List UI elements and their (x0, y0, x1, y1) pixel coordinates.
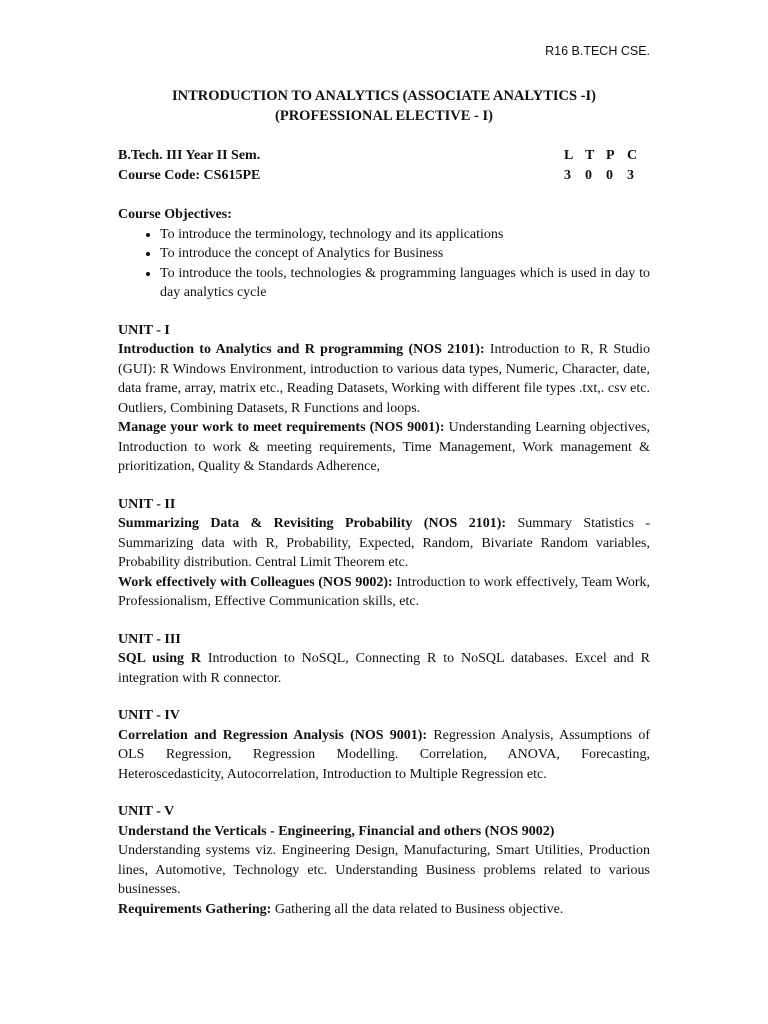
syllabus-content (118, 146, 650, 919)
objective-item: • To introduce the tools, technologies & programming languages which is used in day to day analytics cycle (160, 264, 650, 303)
unit-heading: UNIT - IV (118, 708, 180, 723)
topic-title: Manage your work to meet requirements (NOS 9001): (118, 420, 445, 435)
course-meta-row-1 (118, 146, 650, 166)
unit-paragraph (118, 726, 650, 785)
ltpc-label: C (627, 148, 638, 163)
unit-paragraph (118, 340, 650, 418)
topic-description: Introduction to NoSQL, Connecting R to NoSQL databases. Excel and R integration with R connector. (118, 651, 651, 686)
ltpc-label: P (606, 148, 615, 163)
unit-paragraph (118, 900, 650, 920)
topic-description: Regression Analysis, Assumptions of OLS Regression, Regression Modelling. Correlation, ANOVA, Forecasting, Heteroscedasticity, Autocorrelation, Introduction to Multiple Regression etc. (118, 727, 650, 782)
ltpc-value: 0 (606, 167, 613, 183)
unit-section (118, 706, 650, 784)
course-year: B.Tech. III Year II Sem. (118, 148, 261, 163)
topic-title: Work effectively with Colleagues (NOS 9002): (118, 574, 393, 590)
unit-heading: UNIT - II (118, 496, 176, 512)
objective-item: • To introduce the terminology, technology and its applications (160, 225, 650, 245)
units-container (118, 321, 650, 920)
unit-section (118, 630, 650, 689)
course-title-line2: (PROFESSIONAL ELECTIVE - I) (275, 108, 493, 124)
topic-title: Understand the Verticals - Engineering, Financial and others (NOS 9002) (118, 823, 555, 839)
topic-title: Introduction to Analytics and R programming (NOS 2101): (118, 342, 485, 357)
topic-description: Introduction to R, R Studio (GUI): R Windows Environment, introduction to various data types, Numeric, Character, date, data frame, array, matrix etc., Reading Datasets, Working with different file types .txt,. csv etc. Outliers, Combining Datasets, R Functions and loops. (118, 342, 650, 416)
ltpc-value: 3 (564, 167, 571, 183)
topic-title: Requirements Gathering: (118, 901, 272, 917)
unit-paragraph (118, 418, 650, 477)
unit-heading: UNIT - V (118, 804, 175, 819)
ltpc-value: 0 (585, 167, 592, 183)
unit-section (118, 321, 650, 477)
unit-heading: UNIT - III (118, 631, 181, 647)
objective-item: • To introduce the concept of Analytics for Business (160, 244, 650, 264)
topic-description: Gathering all the data related to Business objective. (271, 901, 564, 917)
unit-section (118, 802, 650, 919)
topic-description: Understanding Learning objectives, Introduction to work & meeting requirements, Time Management, Work management & prioritization, Quality & Standards Adherence, (118, 420, 650, 474)
topic-title: SQL using R (118, 651, 201, 666)
topic-description: Summary Statistics - Summarizing data with R, Probability, Expected, Random, Bivariate Random variables, Probability distribution. Central Limit Theorem etc. (118, 516, 651, 570)
topic-title: Summarizing Data & Revisiting Probability (NOS 2101): (118, 516, 507, 531)
unit-paragraph (118, 514, 650, 573)
course-title (0, 86, 768, 126)
objectives-heading: Course Objectives: (118, 207, 232, 222)
topic-description: Introduction to work effectively, Team Work, Professionalism, Effective Communication skills, etc. (118, 574, 650, 609)
topic-title: Correlation and Regression Analysis (NOS 9001): (118, 727, 428, 743)
unit-heading: UNIT - I (118, 322, 170, 338)
unit-paragraph (118, 822, 650, 842)
course-title-line1: INTRODUCTION TO ANALYTICS (ASSOCIATE ANALYTICS -I) (172, 88, 596, 104)
unit-section (118, 495, 650, 612)
unit-paragraph (118, 573, 650, 612)
ltpc-label: L (564, 148, 574, 163)
course-meta-row-2 (118, 166, 650, 186)
ltpc-labels (564, 146, 648, 166)
unit-paragraph (118, 841, 650, 900)
page-header-code: R16 B.TECH CSE. (545, 44, 650, 58)
ltpc-value: 3 (627, 167, 634, 183)
ltpc-label: T (585, 148, 595, 163)
course-code: Course Code: CS615PE (118, 167, 261, 183)
topic-description: Understanding systems viz. Engineering Design, Manufacturing, Smart Utilities, Production lines, Automotive, Technology etc. Understanding Business problems related to various businesses. (118, 843, 650, 897)
objectives-list (118, 225, 650, 303)
ltpc-values (564, 166, 648, 186)
unit-paragraph (118, 649, 650, 688)
